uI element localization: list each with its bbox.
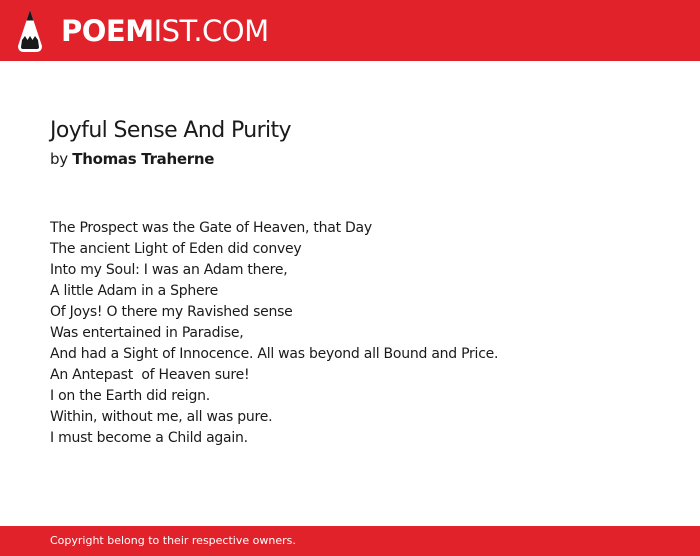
poem-line: Within, without me, all was pure. xyxy=(50,409,273,425)
poem-line: Of Joys! O there my Ravished sense xyxy=(50,304,293,320)
logo-text-light: IST.COM xyxy=(153,14,269,48)
poem-line: An Antepast of Heaven sure! xyxy=(50,367,250,383)
poem-line: And had a Sight of Innocence. All was beyond all Bound and Price. xyxy=(50,346,499,362)
poem-line: I must become a Child again. xyxy=(50,430,248,446)
poem-body xyxy=(50,218,650,449)
by-label: by xyxy=(50,150,68,168)
poem-line: A little Adam in a Sphere xyxy=(50,283,218,299)
poem-line: I on the Earth did reign. xyxy=(50,388,210,404)
poem-byline xyxy=(50,148,214,170)
copyright-notice: Copyright belong to their respective owners. xyxy=(50,534,296,547)
poem-title: Joyful Sense And Purity xyxy=(50,118,291,143)
logo-text-bold: POEM xyxy=(61,14,154,48)
poem-line: The ancient Light of Eden did convey xyxy=(50,241,302,257)
poem-line: Was entertained in Paradise, xyxy=(50,325,244,341)
site-header xyxy=(0,0,700,61)
pencil-tip-icon[interactable] xyxy=(17,9,43,53)
poem-line: Into my Soul: I was an Adam there, xyxy=(50,262,288,278)
site-logo[interactable] xyxy=(61,13,269,49)
site-footer xyxy=(0,526,700,556)
poem-line: The Prospect was the Gate of Heaven, that Day xyxy=(50,220,372,236)
poem-author: Thomas Traherne xyxy=(72,150,215,168)
